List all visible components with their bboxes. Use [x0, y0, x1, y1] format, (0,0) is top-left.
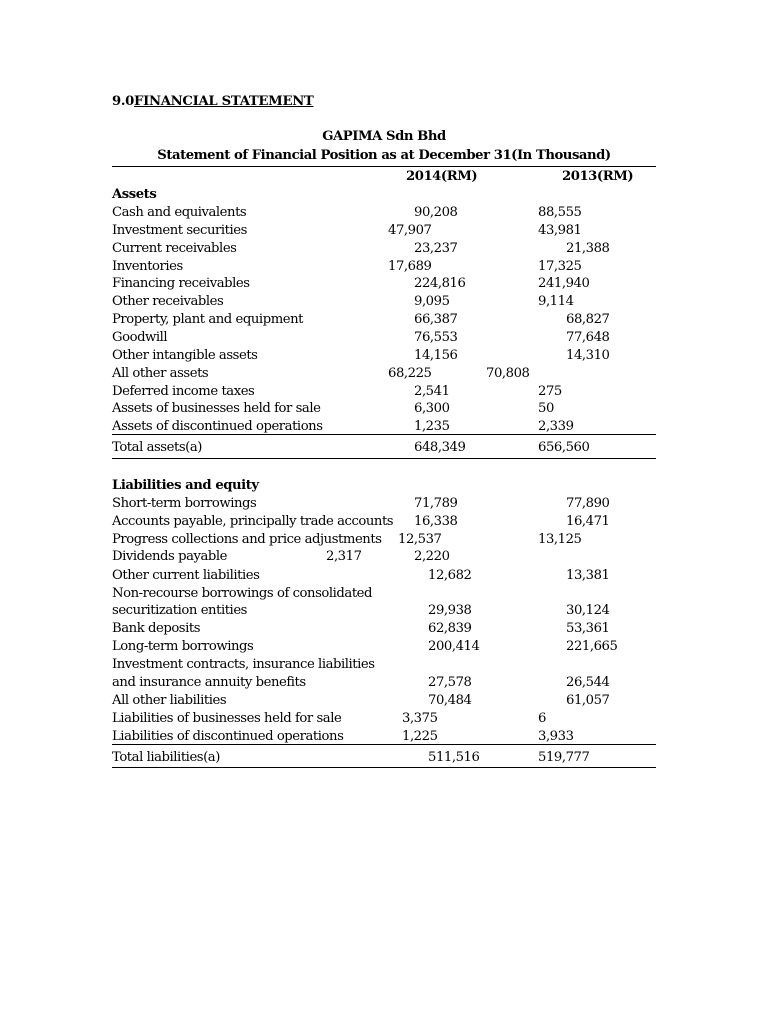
- table-row: [112, 331, 656, 349]
- value-2014: 29,938: [428, 603, 472, 618]
- value-2014: 17,689: [388, 259, 432, 274]
- table-row: [112, 367, 656, 385]
- value-2013: 17,325: [538, 259, 582, 274]
- row-label: Liabilities of discontinued operations: [112, 729, 344, 744]
- total-liabilities-2013: 519,777: [538, 750, 590, 765]
- row-label: Bank deposits: [112, 621, 201, 636]
- total-assets-row: [112, 441, 656, 459]
- total-liabilities-label: Total liabilities(a): [112, 750, 220, 765]
- value-2014: 16,338: [414, 514, 458, 529]
- assets-section-title: Assets: [112, 187, 157, 202]
- value-2014: 90,208: [414, 205, 458, 220]
- value-2014: 1,235: [414, 419, 450, 434]
- value-2013: 30,124: [566, 603, 610, 618]
- row-label: Progress collections and price adjustments: [112, 532, 382, 547]
- row-label: Investment securities: [112, 223, 247, 238]
- value-2013: 43,981: [538, 223, 582, 238]
- value-2014: 1,225: [402, 729, 438, 744]
- table-row: [112, 224, 656, 242]
- row-label: Investment contracts, insurance liabilities: [112, 657, 375, 672]
- value-2013: 13,125: [538, 532, 582, 547]
- row-label: Assets of discontinued operations: [112, 419, 323, 434]
- row-label: Other current liabilities: [112, 568, 260, 583]
- value-2014: 70,484: [428, 693, 472, 708]
- value-2013: 275: [538, 384, 562, 399]
- value-2014: 3,375: [402, 711, 438, 726]
- value-2013: 2,220: [414, 549, 450, 564]
- value-2013: 16,471: [566, 514, 610, 529]
- table-row: [112, 206, 656, 224]
- row-label: Cash and equivalents: [112, 205, 247, 220]
- company-name: GAPIMA Sdn Bhd: [322, 129, 446, 144]
- row-label: Dividends payable: [112, 549, 228, 564]
- total-liabilities-2014: 511,516: [428, 750, 480, 765]
- row-label: Other intangible assets: [112, 348, 258, 363]
- value-2014: 71,789: [414, 496, 458, 511]
- table-row: [112, 515, 656, 533]
- value-2013: 26,544: [566, 675, 610, 690]
- value-2013: 241,940: [538, 276, 590, 291]
- value-2014: 2,317: [326, 549, 362, 564]
- total-assets-2013: 656,560: [538, 440, 590, 455]
- row-label: Other receivables: [112, 294, 224, 309]
- value-2014: 27,578: [428, 675, 472, 690]
- table-row: [112, 242, 656, 260]
- value-2014: 47,907: [388, 223, 432, 238]
- value-2013: 2,339: [538, 419, 574, 434]
- value-2014: 66,387: [414, 312, 458, 327]
- row-label: and insurance annuity benefits: [112, 675, 306, 690]
- table-row: [112, 349, 656, 367]
- column-header-2014: 2014(RM): [406, 169, 478, 184]
- table-row: [112, 550, 656, 568]
- value-2013: 77,890: [566, 496, 610, 511]
- row-label: Short-term borrowings: [112, 496, 257, 511]
- row-label: Non-recourse borrowings of consolidated: [112, 586, 373, 601]
- value-2014: 76,553: [414, 330, 458, 345]
- table-row: [112, 402, 656, 420]
- value-2013: 53,361: [566, 621, 610, 636]
- table-row: [112, 604, 656, 622]
- column-header-2013: 2013(RM): [562, 169, 634, 184]
- total-assets-rule: [112, 458, 656, 459]
- value-2013: 68,827: [566, 312, 610, 327]
- value-2014: 9,095: [414, 294, 450, 309]
- row-label: Liabilities of businesses held for sale: [112, 711, 342, 726]
- value-2014: 12,537: [398, 532, 442, 547]
- value-2014: 6,300: [414, 401, 450, 416]
- row-label: All other assets: [112, 366, 209, 381]
- section-title: FINANCIAL STATEMENT: [134, 94, 314, 109]
- statement-title: Statement of Financial Position as at December 31(In Thousand): [157, 148, 611, 163]
- value-2014: 224,816: [414, 276, 466, 291]
- table-row: [112, 676, 656, 694]
- table-row: [112, 497, 656, 515]
- value-2013: 221,665: [566, 639, 618, 654]
- value-2014: 68,225: [388, 366, 432, 381]
- assets-subtotal-rule: [112, 434, 656, 435]
- row-label: Current receivables: [112, 241, 237, 256]
- row-label: Property, plant and equipment: [112, 312, 303, 327]
- value-2013: 14,310: [566, 348, 610, 363]
- table-row: [112, 420, 656, 438]
- value-2013: 13,381: [566, 568, 610, 583]
- value-2014: 2,541: [414, 384, 450, 399]
- row-label: All other liabilities: [112, 693, 227, 708]
- value-2014: 12,682: [428, 568, 472, 583]
- total-assets-label: Total assets(a): [112, 440, 202, 455]
- header-rule: [112, 166, 656, 167]
- section-number: 9.0: [112, 94, 135, 109]
- total-liabilities-rule: [112, 767, 656, 768]
- table-row: [112, 730, 656, 748]
- row-label: Long-term borrowings: [112, 639, 254, 654]
- row-label: Financing receivables: [112, 276, 250, 291]
- value-2013: 9,114: [538, 294, 574, 309]
- table-row: [112, 295, 656, 313]
- value-2013: 50: [538, 401, 554, 416]
- value-2013: 6: [538, 711, 546, 726]
- row-label: securitization entities: [112, 603, 247, 618]
- value-2014: 14,156: [414, 348, 458, 363]
- table-row: [112, 313, 656, 331]
- row-label: Assets of businesses held for sale: [112, 401, 321, 416]
- value-2014: 62,839: [428, 621, 472, 636]
- table-row: [112, 277, 656, 295]
- row-label: Goodwill: [112, 330, 168, 345]
- section-heading: [112, 95, 314, 108]
- table-row: [112, 640, 656, 658]
- table-row: [112, 622, 656, 640]
- value-2014: 23,237: [414, 241, 458, 256]
- row-label: Deferred income taxes: [112, 384, 255, 399]
- row-label: Inventories: [112, 259, 183, 274]
- value-2013: 77,648: [566, 330, 610, 345]
- liabilities-subtotal-rule: [112, 744, 656, 745]
- value-2014: 200,414: [428, 639, 480, 654]
- row-label: Accounts payable, principally trade accounts: [112, 514, 394, 529]
- table-row: [112, 569, 656, 587]
- table-row: [112, 712, 656, 730]
- liabilities-section-title: Liabilities and equity: [112, 478, 259, 493]
- value-2013: 70,808: [486, 366, 530, 381]
- total-assets-2014: 648,349: [414, 440, 466, 455]
- table-row: [112, 694, 656, 712]
- value-2013: 3,933: [538, 729, 574, 744]
- value-2013: 61,057: [566, 693, 610, 708]
- table-row: [112, 658, 656, 676]
- value-2013: 21,388: [566, 241, 610, 256]
- value-2013: 88,555: [538, 205, 582, 220]
